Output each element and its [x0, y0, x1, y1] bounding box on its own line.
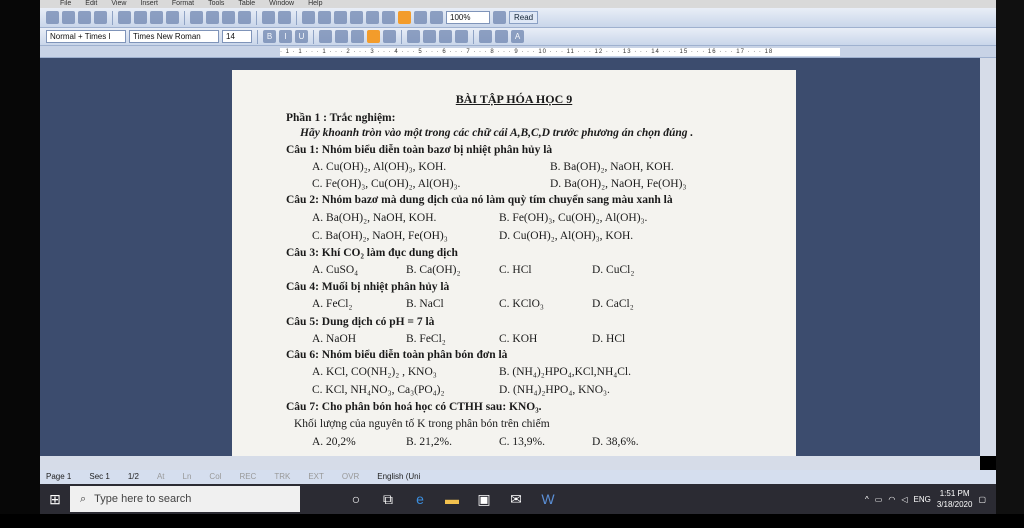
- q4-option-c: C. KClO₃: [499, 298, 544, 310]
- question-4: Câu 4: Muối bị nhiệt phân hủy là: [286, 281, 450, 293]
- search-placeholder: Type here to search: [94, 493, 192, 505]
- font-color-icon[interactable]: A: [511, 30, 524, 43]
- style-combo[interactable]: Normal + Times I: [46, 30, 126, 43]
- question-2: Câu 2: Nhóm bazơ mà dung dịch của nó làm quỳ tím chuyển sang màu xanh là: [286, 194, 673, 206]
- q2-option-b: B. Fe(OH)₃, Cu(OH)₂, Al(OH)₃.: [499, 212, 648, 224]
- undo-icon[interactable]: [262, 11, 275, 24]
- numbering-icon[interactable]: [407, 30, 420, 43]
- q7-option-b: B. 21,2%.: [406, 436, 452, 448]
- bold-icon[interactable]: B: [263, 30, 276, 43]
- clock-time: 1:51 PM: [939, 489, 970, 498]
- align-right-icon[interactable]: [351, 30, 364, 43]
- read-button[interactable]: Read: [509, 11, 538, 24]
- word-app-icon[interactable]: W: [541, 491, 555, 507]
- toolbar-separator: [257, 30, 258, 44]
- menu-window[interactable]: Window: [269, 0, 295, 7]
- question-3: Câu 3: Khí CO₂ làm đục dung dịch: [286, 247, 458, 259]
- q4-option-a: A. FeCl₂: [312, 298, 353, 310]
- status-rec[interactable]: REC: [239, 472, 257, 481]
- part-heading: Phần 1 : Trắc nghiệm:: [286, 112, 396, 124]
- status-col: Col: [209, 472, 222, 481]
- menu-table[interactable]: Table: [238, 0, 256, 7]
- q3-option-b: B. Ca(OH)₂: [406, 264, 461, 276]
- q7-option-d: D. 38,6%.: [592, 436, 639, 448]
- system-tray: [865, 488, 996, 510]
- menu-view[interactable]: View: [111, 0, 127, 7]
- clock-date: 3/18/2020: [936, 500, 973, 509]
- status-at: At: [156, 472, 165, 481]
- q2-option-a: A. Ba(OH)₂, NaOH, KOH.: [312, 212, 437, 224]
- font-combo[interactable]: Times New Roman: [129, 30, 219, 43]
- status-language: English (Uni: [377, 472, 421, 481]
- italic-icon[interactable]: I: [279, 30, 292, 43]
- menu-insert[interactable]: Insert: [140, 0, 158, 7]
- chevron-up-icon[interactable]: ^: [865, 494, 869, 504]
- q2-option-c: C. Ba(OH)₂, NaOH, Fe(OH)₃: [312, 230, 448, 242]
- clock[interactable]: [937, 488, 973, 510]
- drawing-icon[interactable]: [382, 11, 395, 24]
- tables-borders-icon[interactable]: [318, 11, 331, 24]
- formatting-toolbar: [40, 28, 1024, 46]
- toolbar-separator: [184, 11, 185, 25]
- status-bar: [40, 470, 996, 484]
- file-explorer-icon[interactable]: ▬: [445, 491, 459, 507]
- q6-option-a: A. KCl, CO(NH₂)₂ , KNO₃: [312, 366, 437, 378]
- insert-table-icon[interactable]: [334, 11, 347, 24]
- toolbar-separator: [473, 30, 474, 44]
- q5-option-b: B. FeCl₂: [406, 333, 446, 345]
- q2-option-d: D. Cu(OH)₂, Al(OH)₃, KOH.: [499, 230, 634, 242]
- font-size-combo[interactable]: 14: [222, 30, 252, 43]
- spelling-icon[interactable]: [150, 11, 163, 24]
- highlight-color-icon[interactable]: [495, 30, 508, 43]
- align-left-icon[interactable]: [319, 30, 332, 43]
- toolbar-separator: [401, 30, 402, 44]
- language-indicator[interactable]: ENG: [913, 494, 931, 504]
- question-5: [286, 316, 434, 328]
- menu-help[interactable]: Help: [308, 0, 323, 7]
- redo-icon[interactable]: [278, 11, 291, 24]
- document-map-icon[interactable]: [414, 11, 427, 24]
- menu-file[interactable]: File: [60, 0, 72, 7]
- cut-icon[interactable]: [190, 11, 203, 24]
- q1-option-a: A. Cu(OH)₂, Al(OH)₃, KOH.: [312, 161, 447, 173]
- search-icon: ⌕: [80, 492, 87, 505]
- q4-option-b: B. NaCl: [406, 298, 444, 310]
- menu-edit[interactable]: Edit: [85, 0, 98, 7]
- decrease-indent-icon[interactable]: [439, 30, 452, 43]
- q1-option-c: C. Fe(OH)₃, Cu(OH)₂, Al(OH)₃.: [312, 178, 461, 190]
- q1-option-b: B. Ba(OH)₂, NaOH, KOH.: [550, 161, 674, 173]
- ruler-scale: · 1 · 1 · · · 1 · · · 2 · · · 3 · · · 4 · · · 5 · · · 6 · · · 7 · · · 8 · · · 9 · · · 10 · · · 11 · · · 12 · · · 13 · · · 14 · · · 15 · · · 16 · · · 17 · · · 18: [280, 48, 840, 56]
- open-icon[interactable]: [62, 11, 75, 24]
- status-section: Sec 1: [89, 472, 110, 481]
- q5-option-c: C. KOH: [499, 333, 538, 345]
- print-preview-icon[interactable]: [134, 11, 147, 24]
- q3-option-c: C. HCl: [499, 264, 532, 276]
- toolbar-separator: [112, 11, 113, 25]
- q7-option-c: C. 13,9%.: [499, 436, 545, 448]
- question-1: Câu 1: Nhóm biểu diễn toàn bazơ bị nhiệt phân hủy là: [286, 144, 553, 156]
- toolbar-separator: [296, 11, 297, 25]
- q3-option-d: D. CuCl₂: [592, 264, 635, 276]
- toolbar-separator: [256, 11, 257, 25]
- store-icon[interactable]: ▣: [477, 490, 491, 507]
- question-7-continued: Khối lượng của nguyên tố K trong phân bón trên chiếm: [294, 418, 550, 430]
- question-5-label: Câu 5: Dung dịch có pH = 7 là: [286, 316, 435, 328]
- document-title: BÀI TẬP HÓA HỌC 9: [455, 92, 573, 106]
- volume-icon[interactable]: ◁: [901, 494, 908, 504]
- cortana-icon[interactable]: ○: [351, 491, 361, 507]
- photo-right-edge: [996, 0, 1024, 528]
- windows-taskbar: [40, 484, 996, 514]
- q5-option-d: D. HCl: [592, 333, 626, 345]
- line-spacing-icon[interactable]: [383, 30, 396, 43]
- document-page[interactable]: [232, 70, 796, 456]
- status-pages: 1/2: [127, 472, 139, 481]
- edge-icon[interactable]: e: [416, 491, 424, 507]
- question-6: Câu 6: Nhóm biểu diễn toàn phân bón đơn là: [286, 349, 508, 361]
- save-icon[interactable]: [78, 11, 91, 24]
- menu-format[interactable]: Format: [171, 0, 195, 7]
- q3-option-a: A. CuSO₄: [312, 264, 359, 276]
- hyperlink-icon[interactable]: [302, 11, 315, 24]
- print-icon[interactable]: [118, 11, 131, 24]
- q6-option-d: D. (NH₄)₂HPO₄, KNO₃.: [499, 384, 610, 396]
- permission-icon[interactable]: [94, 11, 107, 24]
- photo-bottom-edge: [0, 514, 1024, 528]
- paste-icon[interactable]: [222, 11, 235, 24]
- show-hide-icon[interactable]: [430, 11, 443, 24]
- justify-icon[interactable]: [367, 30, 380, 43]
- task-view-icon[interactable]: ⧉: [383, 490, 393, 507]
- q6-option-b: B. (NH₄)₂HPO₄,KCl,NH₄Cl.: [499, 366, 632, 378]
- highlighted-tool-icon[interactable]: [398, 11, 411, 24]
- menu-tools[interactable]: Tools: [208, 0, 225, 7]
- status-trk[interactable]: TRK: [274, 472, 291, 481]
- windows-start-icon[interactable]: ⊞: [49, 490, 61, 507]
- instruction-text: Hãy khoanh tròn vào một trong các chữ cái A,B,C,D trước phương án chọn đúng .: [300, 127, 694, 139]
- standard-toolbar: [40, 8, 1024, 28]
- insert-excel-icon[interactable]: [350, 11, 363, 24]
- q7-option-a: A. 20,2%: [312, 436, 356, 448]
- taskbar-search-input[interactable]: [70, 486, 300, 512]
- underline-icon[interactable]: U: [295, 30, 308, 43]
- mail-icon[interactable]: ✉: [510, 490, 522, 507]
- toolbar-separator: [313, 30, 314, 44]
- horizontal-scrollbar[interactable]: [40, 456, 980, 470]
- question-7: Câu 7: Cho phân bón hoá học có CTHH sau: KNO₃.: [286, 401, 542, 413]
- status-ext[interactable]: EXT: [308, 472, 324, 481]
- q6-option-c: C. KCl, NH₄NO₃, Ca₃(PO₄)₂: [312, 384, 445, 396]
- zoom-combo[interactable]: 100%: [446, 11, 490, 24]
- menu-bar: [40, 0, 1024, 8]
- photo-left-edge: [0, 0, 40, 528]
- copy-icon[interactable]: [206, 11, 219, 24]
- columns-icon[interactable]: [366, 11, 379, 24]
- border-icon[interactable]: [479, 30, 492, 43]
- status-ovr[interactable]: OVR: [341, 472, 360, 481]
- vertical-scrollbar[interactable]: [980, 58, 996, 456]
- wifi-icon[interactable]: ◠: [888, 494, 896, 504]
- q5-option-a: A. NaOH: [312, 333, 357, 345]
- status-page: Page 1: [46, 472, 72, 481]
- horizontal-ruler[interactable]: [40, 46, 1024, 58]
- increase-indent-icon[interactable]: [455, 30, 468, 43]
- q4-option-d: D. CaCl₂: [592, 298, 634, 310]
- battery-icon[interactable]: ▭: [874, 494, 883, 504]
- align-center-icon[interactable]: [335, 30, 348, 43]
- format-painter-icon[interactable]: [238, 11, 251, 24]
- help-icon[interactable]: [493, 11, 506, 24]
- q1-option-d: D. Ba(OH)₂, NaOH, Fe(OH)₃: [550, 178, 687, 190]
- notification-icon[interactable]: ▢: [978, 494, 986, 504]
- status-ln: Ln: [182, 472, 192, 481]
- research-icon[interactable]: [166, 11, 179, 24]
- bullets-icon[interactable]: [423, 30, 436, 43]
- new-icon[interactable]: [46, 11, 59, 24]
